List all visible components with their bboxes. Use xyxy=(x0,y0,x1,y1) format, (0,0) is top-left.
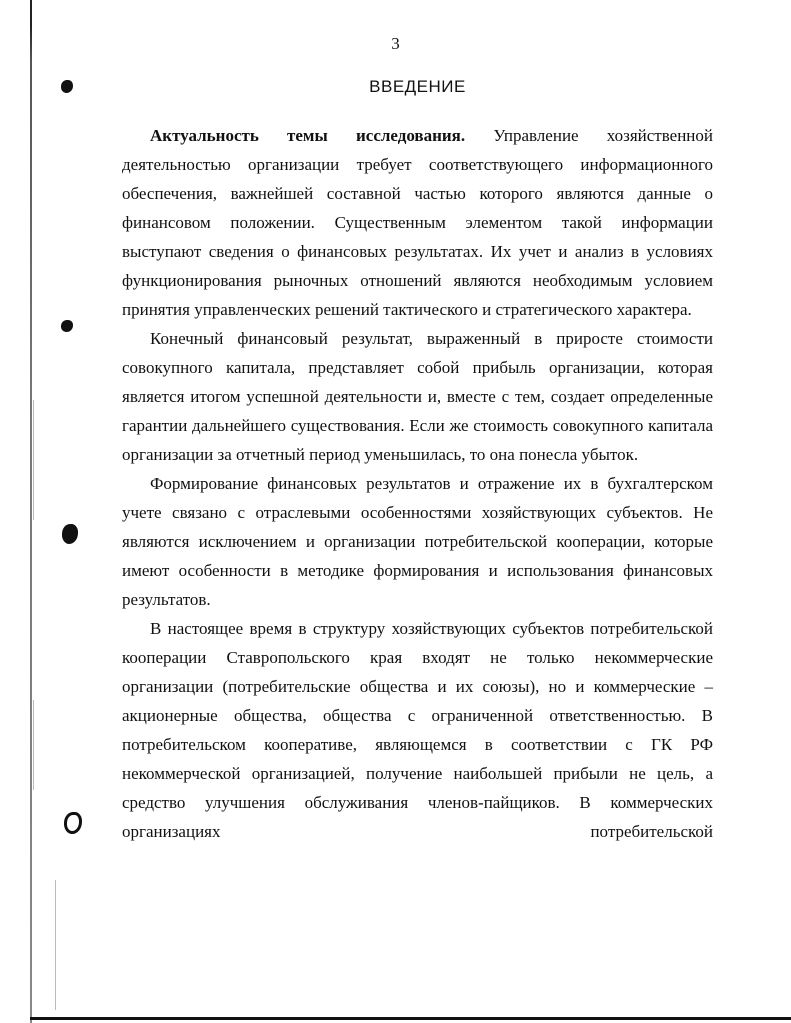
paragraph-text: Формирование финансовых результатов и отражение их в бухгалтерском учете связано с отраслевыми особенностями хозяйствующих субъектов. Не являются исключением и организации потребительской кооперации, которые имеют особенности в методике формирования и использования финансовых результатов. xyxy=(122,474,713,609)
scan-bottom-border xyxy=(30,1017,791,1020)
scan-artifact-line xyxy=(55,880,56,1010)
paragraph-text: Управление хозяйственной деятельностью организации требует соответствующего информационного обеспечения, важнейшей составной частью которого являются данные о финансовом положении. Существенным элементом такой информации выступают сведения о финансовых результатах. Их учет и анализ в условиях функционирования рыночных отношений являются необходимым условием принятия управленческих решений тактического и стратегического характера. xyxy=(122,126,714,319)
paragraph xyxy=(122,614,713,846)
paragraph-text: Конечный финансовый результат, выраженный в приросте стоимости совокупного капитала, представляет собой прибыль организации, которая является итогом успешной деятельности и, вместе с тем, создает определенные гарантии дальнейшего существования. Если же стоимость совокупного капитала организации за отчетный период уменьшилась, то она понесла убыток. xyxy=(122,329,713,464)
paragraph-text: В настоящее время в структуру хозяйствующих субъектов потребительской кооперации Ставропольского края входят не только некоммерческие организации (потребительские общества и их союзы), но и коммерческие – акционерные общества, общества с ограниченной ответственностью. В потребительском кооперативе, являющемся в соответствии с ГК РФ некоммерческой организацией, получение наибольшей прибыли не цель, а средство улучшения обслуживания членов-пайщиков. В коммерческих организациях потребительской xyxy=(122,619,713,841)
paragraph xyxy=(122,324,713,469)
paragraph-lead: Актуальность темы исследования. xyxy=(150,126,466,145)
scan-artifact-line xyxy=(33,400,34,520)
body-text xyxy=(122,121,713,846)
scan-artifact-line xyxy=(33,700,34,790)
binding-hole-mark xyxy=(61,320,73,332)
binding-hole-mark xyxy=(62,524,78,544)
paragraph xyxy=(122,469,713,614)
scan-left-border xyxy=(30,0,32,1023)
section-title: ВВЕДЕНИЕ xyxy=(369,77,466,96)
paragraph xyxy=(122,121,713,324)
page-number: 3 xyxy=(391,34,400,53)
binding-hole-mark xyxy=(64,812,82,834)
